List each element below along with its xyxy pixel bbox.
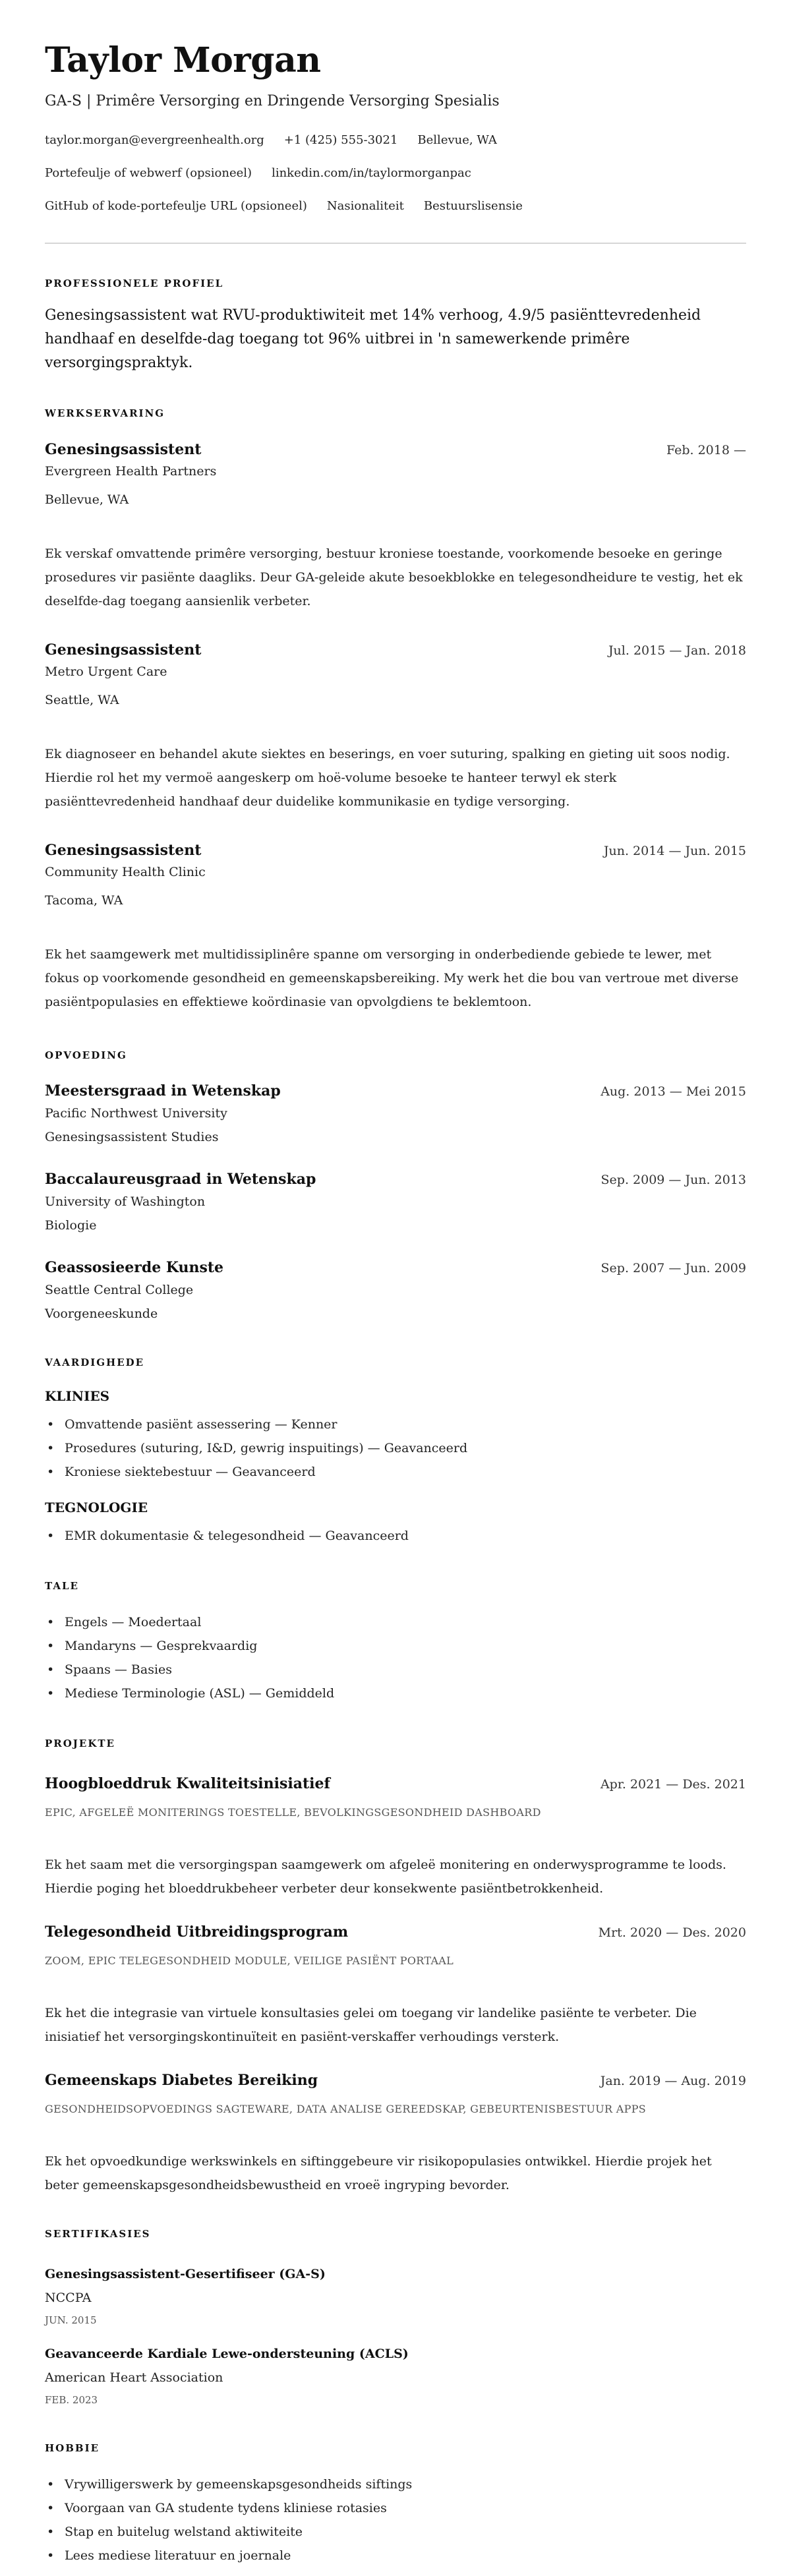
header-divider — [45, 243, 746, 244]
languages-section — [45, 1579, 746, 1705]
project-technologies: EPIC, AFGELEË MONITERINGS TOESTELLE, BEVOLKINGSGESONDHEID DASHBOARD — [45, 1806, 541, 1819]
hobbies-section — [45, 2442, 746, 2567]
job-location: Seattle, WA — [45, 693, 119, 707]
contact-line — [45, 196, 746, 216]
job-description: Ek verskaf omvattende primêre versorging, bestuur kroniese toestande, voorkomende besoeke en geringe prosedures vir pasiënte daagliks. Deur GA-geleide akute besoekblokke en telegesondheidure te vestig, het ek deselfde-dag toegang aansienlik verbeter. — [45, 546, 743, 608]
skill-list — [45, 1524, 746, 1548]
section-heading: OPVOEDING — [45, 1049, 127, 1061]
section-heading: PROJEKTE — [45, 1738, 115, 1749]
job-dates: Feb. 2018 — — [666, 443, 746, 457]
project-entry — [45, 2070, 746, 2197]
education-entry — [45, 1169, 746, 1235]
profile-section — [45, 277, 746, 375]
skill-item: • EMR dokumentasie & telegesondheid — Geavanceerd — [45, 1524, 746, 1548]
contact-portfolio[interactable]: Portefeulje of webwerf (opsioneel) — [45, 166, 252, 180]
certification-name: Genesingsassistent-Gesertifiseer (GA-S) — [45, 2267, 326, 2281]
section-heading: SERTIFIKASIES — [45, 2228, 151, 2240]
school-name: Seattle Central College — [45, 1283, 194, 1297]
language-item: • Mediese Terminologie (ASL) — Gemiddeld — [45, 1682, 746, 1705]
certifications-section — [45, 2227, 746, 2407]
field-of-study: Biologie — [45, 1218, 97, 1233]
job-title: Genesingsassistent — [45, 441, 202, 458]
job-dates: Jul. 2015 — Jan. 2018 — [608, 643, 746, 658]
contact-drivers-license: Bestuurslisensie — [423, 199, 523, 213]
project-description: Ek het die integrasie van virtuele konsultasies gelei om toegang vir landelike pasiënte te verbeter. Die inisiatief het versorgingskontinuïteit en pasiënt-verskaffer verhoudings versterk. — [45, 2006, 697, 2044]
contact-line — [45, 163, 746, 183]
section-heading: TALE — [45, 1580, 79, 1592]
skill-category: KLINIES — [45, 1388, 110, 1404]
section-heading: WERKSERVARING — [45, 407, 165, 419]
education-section — [45, 1049, 746, 1323]
certification-entry — [45, 2345, 746, 2407]
project-dates: Apr. 2021 — Des. 2021 — [600, 1777, 746, 1792]
language-item: • Mandaryns — Gesprekvaardig — [45, 1634, 746, 1658]
skill-item: • Kroniese siektebestuur — Geavanceerd — [45, 1460, 746, 1484]
skill-item: • Omvattende pasiënt assessering — Kenner — [45, 1413, 746, 1436]
certification-entry — [45, 2266, 746, 2327]
profile-summary: Genesingsassistent wat RVU-produktiwiteit met 14% verhoog, 4.9/5 pasiënttevredenheid handhaaf en deselfde-dag toegang tot 96% uitbrei in 'n samewerkende primêre versorgingspraktyk. — [45, 307, 701, 371]
degree-title: Geassosieerde Kunste — [45, 1259, 224, 1276]
certification-date: JUN. 2015 — [45, 2314, 97, 2326]
job-description: Ek diagnoseer en behandel akute siektes en beserings, en voer suturing, spalking en gieting uit soos nodig. Hierdie rol het my vermoë aangeskerp om hoë-volume besoeke te hanteer terwyl ek sterk pasiënttevredenheid handhaaf deur duidelike kommunikasie en tydige versorging. — [45, 747, 730, 809]
contact-location: Bellevue, WA — [417, 133, 497, 147]
job-title: Genesingsassistent — [45, 641, 202, 659]
field-of-study: Voorgeneeskunde — [45, 1306, 158, 1321]
job-company: Evergreen Health Partners — [45, 464, 217, 479]
project-dates: Mrt. 2020 — Des. 2020 — [598, 1925, 746, 1940]
project-entry — [45, 1774, 746, 1900]
job-location: Tacoma, WA — [45, 893, 123, 908]
skill-item: • Prosedures (suturing, I&D, gewrig inspuitings) — Geavanceerd — [45, 1436, 746, 1460]
language-item: • Engels — Moedertaal — [45, 1610, 746, 1634]
project-title: Hoogbloeddruk Kwaliteitsinisiatief — [45, 1775, 330, 1792]
certification-issuer: American Heart Association — [45, 2370, 223, 2385]
job-description: Ek het saamgewerk met multidissiplinêre spanne om versorging in onderbediende gebiede te lewer, met fokus op voorkomende gesondheid en gemeenskapsbereiking. My werk het die bou van vertroue met diverse pasiëntpopulasies en effektiewe koördinasie van opvolgdiens te beklemtoon. — [45, 947, 739, 1009]
hobby-item: • Lees mediese literatuur en joernale — [45, 2544, 746, 2567]
skills-section — [45, 1356, 746, 1548]
hobby-list — [45, 2473, 746, 2567]
candidate-subtitle: GA-S | Primêre Versorging en Dringende Versorging Spesialis — [45, 93, 500, 109]
job-title: Genesingsassistent — [45, 842, 202, 859]
hobby-item: • Stap en buitelug welstand aktiwiteite — [45, 2520, 746, 2544]
education-dates: Aug. 2013 — Mei 2015 — [601, 1084, 746, 1099]
hobby-item: • Vrywilligerswerk by gemeenskapsgesondheids siftings — [45, 2473, 746, 2496]
certification-name: Geavanceerde Kardiale Lewe-ondersteuning (ACLS) — [45, 2347, 409, 2361]
language-item: • Spaans — Basies — [45, 1658, 746, 1682]
project-dates: Jan. 2019 — Aug. 2019 — [600, 2074, 746, 2088]
project-title: Gemeenskaps Diabetes Bereiking — [45, 2072, 318, 2089]
education-entry — [45, 1081, 746, 1146]
certification-date: FEB. 2023 — [45, 2394, 98, 2406]
degree-title: Meestersgraad in Wetenskap — [45, 1082, 281, 1099]
contact-nationality: Nasionaliteit — [326, 199, 404, 213]
certification-issuer: NCCPA — [45, 2291, 92, 2305]
education-dates: Sep. 2009 — Jun. 2013 — [601, 1173, 746, 1187]
job-company: Metro Urgent Care — [45, 664, 167, 679]
projects-section — [45, 1737, 746, 2197]
resume-header — [45, 41, 746, 216]
job-dates: Jun. 2014 — Jun. 2015 — [603, 844, 746, 858]
experience-section — [45, 407, 746, 1014]
school-name: University of Washington — [45, 1194, 206, 1209]
contact-line — [45, 131, 746, 150]
job-entry — [45, 840, 746, 1014]
contact-phone[interactable]: +1 (425) 555-3021 — [283, 133, 398, 147]
contact-github[interactable]: GitHub of kode-portefeulje URL (opsioneel) — [45, 199, 307, 213]
skill-list — [45, 1413, 746, 1484]
hobby-item: • Voorgaan van GA studente tydens kliniese rotasies — [45, 2496, 746, 2520]
job-entry — [45, 640, 746, 813]
field-of-study: Genesingsassistent Studies — [45, 1130, 219, 1144]
contact-email[interactable]: taylor.morgan@evergreenhealth.org — [45, 133, 264, 147]
contact-linkedin[interactable]: linkedin.com/in/taylormorganpac — [272, 166, 471, 180]
project-description: Ek het opvoedkundige werkswinkels en siftinggebeure vir risikopopulasies ontwikkel. Hierdie projek het beter gemeenskapsgesondheidsbewustheid en vroeë ingryping bevorder. — [45, 2154, 712, 2192]
language-list — [45, 1610, 746, 1705]
section-heading: HOBBIE — [45, 2442, 100, 2454]
candidate-name: Taylor Morgan — [45, 40, 321, 80]
section-heading: VAARDIGHEDE — [45, 1357, 145, 1368]
section-heading: PROFESSIONELE PROFIEL — [45, 278, 224, 289]
project-entry — [45, 1922, 746, 2049]
job-location: Bellevue, WA — [45, 492, 129, 507]
project-description: Ek het saam met die versorgingspan saamgewerk om afgeleë monitering en onderwysprogramme te loods. Hierdie poging het bloeddrukbeheer verbeter deur konsekwente pasiëntbetrokkenheid. — [45, 1858, 726, 1896]
project-technologies: ZOOM, EPIC TELEGESONDHEID MODULE, VEILIGE PASIËNT PORTAAL — [45, 1954, 454, 1967]
job-entry — [45, 440, 746, 613]
project-technologies: GESONDHEIDSOPVOEDINGS SAGTEWARE, DATA ANALISE GEREEDSKAP, GEBEURTENISBESTUUR APPS — [45, 2103, 647, 2115]
job-company: Community Health Clinic — [45, 865, 206, 879]
project-title: Telegesondheid Uitbreidingsprogram — [45, 1923, 349, 1941]
education-entry — [45, 1258, 746, 1323]
school-name: Pacific Northwest University — [45, 1106, 227, 1121]
education-dates: Sep. 2007 — Jun. 2009 — [601, 1261, 746, 1275]
skill-category: TEGNOLOGIE — [45, 1500, 148, 1515]
degree-title: Baccalaureusgraad in Wetenskap — [45, 1171, 316, 1188]
